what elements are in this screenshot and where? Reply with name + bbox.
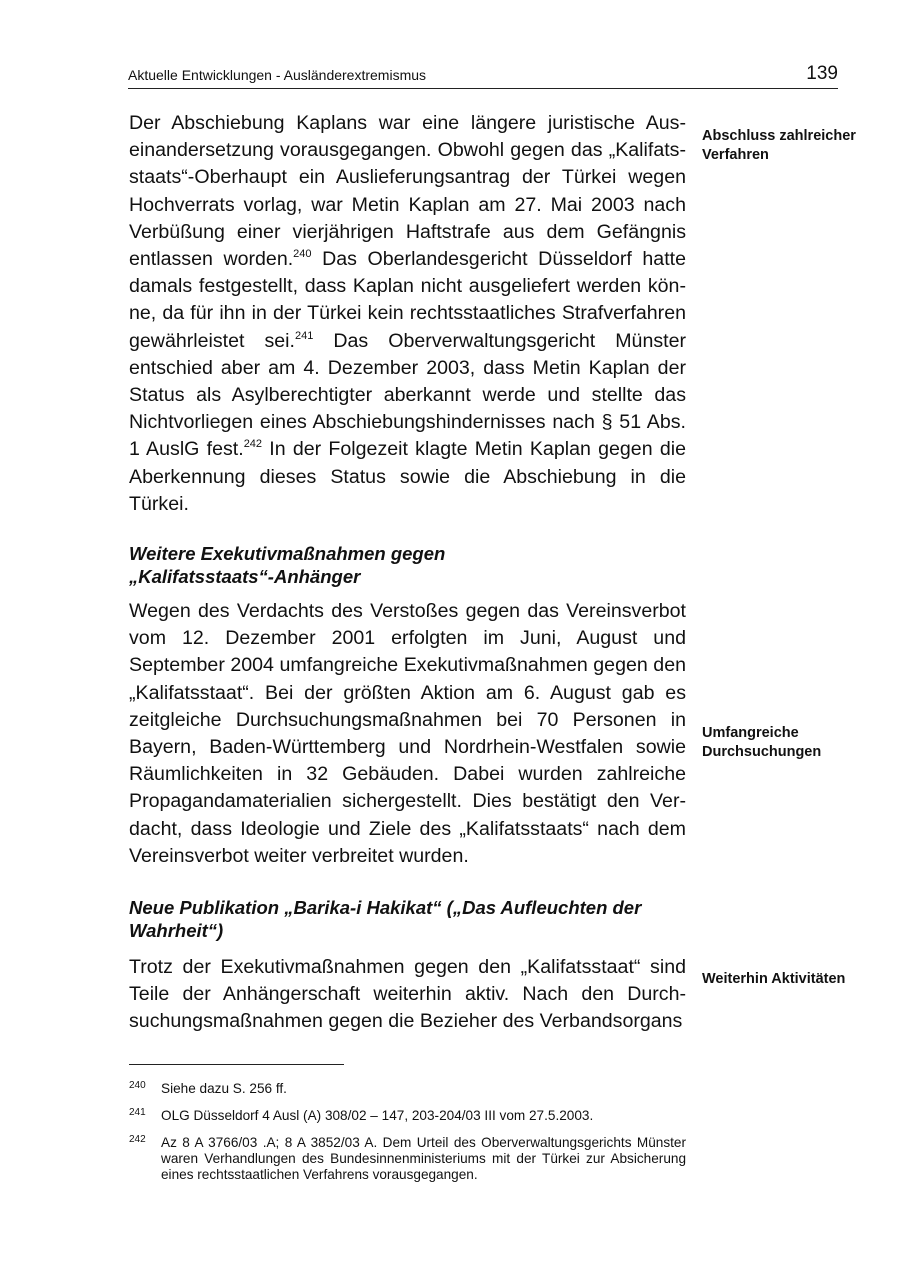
footnote-reference[interactable]: 242 xyxy=(243,438,263,451)
footnote-reference[interactable]: 240 xyxy=(293,248,312,261)
footnote-text: OLG Düsseldorf 4 Ausl (A) 308/02 – 147, 203-204/03 III vom 27.5.2003. xyxy=(161,1108,594,1123)
heading-line: „Kalifatsstaats“-Anhänger xyxy=(129,566,361,587)
margin-note: Abschluss zahlreicher Verfahren xyxy=(702,128,856,163)
paragraph-text: In der Folgezeit klagte Metin Kaplan gegen die Aberkennung dieses Status sowie die Abschiebung in die Türkei. xyxy=(129,438,686,515)
page-number: 139 xyxy=(806,63,838,84)
paragraph-executive-measures: Wegen des Verdachts des Verstoßes gegen das Vereinsverbot vom 12. Dezember 2001 erfolgten im Juni, August und September 2004 umfangreiche Exekutivmaßnahmen gegen den „Kalifatsstaat“. Bei der größten Aktion am 6. August gab es zeitgleiche Durchsuchungsmaßnahmen bei 70 Personen in Bayern, Baden-Württemberg und Nordrhein-Westfalen sowie Räumlichkeiten in 32 Gebäuden. Dabei wurden zahlreiche Propagandamaterialien sichergestellt. Dies bestätigt den Verdacht, dass Ideologie und Ziele des „Kalifatsstaats“ nach dem Vereinsverbot weiter verbreitet wurden. xyxy=(129,600,686,867)
footnote xyxy=(129,1108,686,1124)
paragraph-text: Das Oberlandesgericht Düsseldorf hatte damals festgestellt, dass Kaplan nicht ausgeliefert werden könne, da für ihn in der Türkei kein rechtsstaatliches Strafverfahren gewährleistet sei. xyxy=(129,248,686,352)
footnote-text: Siehe dazu S. 256 ff. xyxy=(161,1081,287,1096)
heading-line: Wahrheit“) xyxy=(129,920,224,941)
heading-line: Weitere Exekutivmaßnahmen gegen xyxy=(129,543,446,564)
footnote-text: Az 8 A 3766/03 .A; 8 A 3852/03 A. Dem Urteil des Oberverwaltungsgerichts Münster waren Verhandlungen des Bundesinnenministeriums mit der Türkei zur Absicherung eines rechtsstaatlichen Verfahrens vorausgegangen. xyxy=(161,1135,686,1182)
footnote xyxy=(129,1081,686,1097)
running-title: Aktuelle Entwicklungen - Ausländerextremismus xyxy=(128,67,427,83)
heading-line: Neue Publikation „Barika-i Hakikat“ („Das Aufleuchten der xyxy=(129,897,642,918)
margin-note: Weiterhin Aktivitäten xyxy=(702,971,846,987)
paragraph-text: Der Abschiebung Kaplans war eine längere juristische Auseinandersetzung vorausgegangen. Obwohl gegen das „Kalifatsstaats“-Oberhaupt ein Auslieferungsantrag der Türkei wegen Hochverrats vorlag, war Metin Kaplan am 27. Mai 2003 nach Verbüßung einer vierjährigen Haftstrafe aus dem Gefängnis entlassen worden. xyxy=(129,112,686,271)
section-heading xyxy=(129,542,689,588)
paragraph-text: Das Oberverwaltungsgericht Münster entschied aber am 4. Dezember 2003, dass Metin Kaplan der Status als Asylberechtigter aberkannt werde und stellte das Nichtvorliegen eines Abschiebungshindernisses nach § 51 Abs. 1 AuslG fest. xyxy=(129,329,686,461)
margin-note: Umfangreiche Durchsuchungen xyxy=(702,725,822,760)
footnote-separator xyxy=(129,1064,344,1065)
footnote-reference[interactable]: 241 xyxy=(294,329,314,342)
footnote xyxy=(129,1135,686,1183)
footnote-number: 241 xyxy=(129,1107,146,1118)
section-heading xyxy=(129,896,689,942)
paragraph-new-publication: Trotz der Exekutivmaßnahmen gegen den „Kalifatsstaat“ sind Teile der Anhängerschaft weiterhin aktiv. Nach den Durchsuchungsmaßnahmen gegen die Bezieher des Verbandsorgans xyxy=(129,956,686,1033)
running-header xyxy=(128,62,838,89)
paragraph-kaplan-deportation xyxy=(129,110,686,518)
footnote-number: 242 xyxy=(129,1134,146,1145)
footnote-number: 240 xyxy=(129,1080,146,1091)
